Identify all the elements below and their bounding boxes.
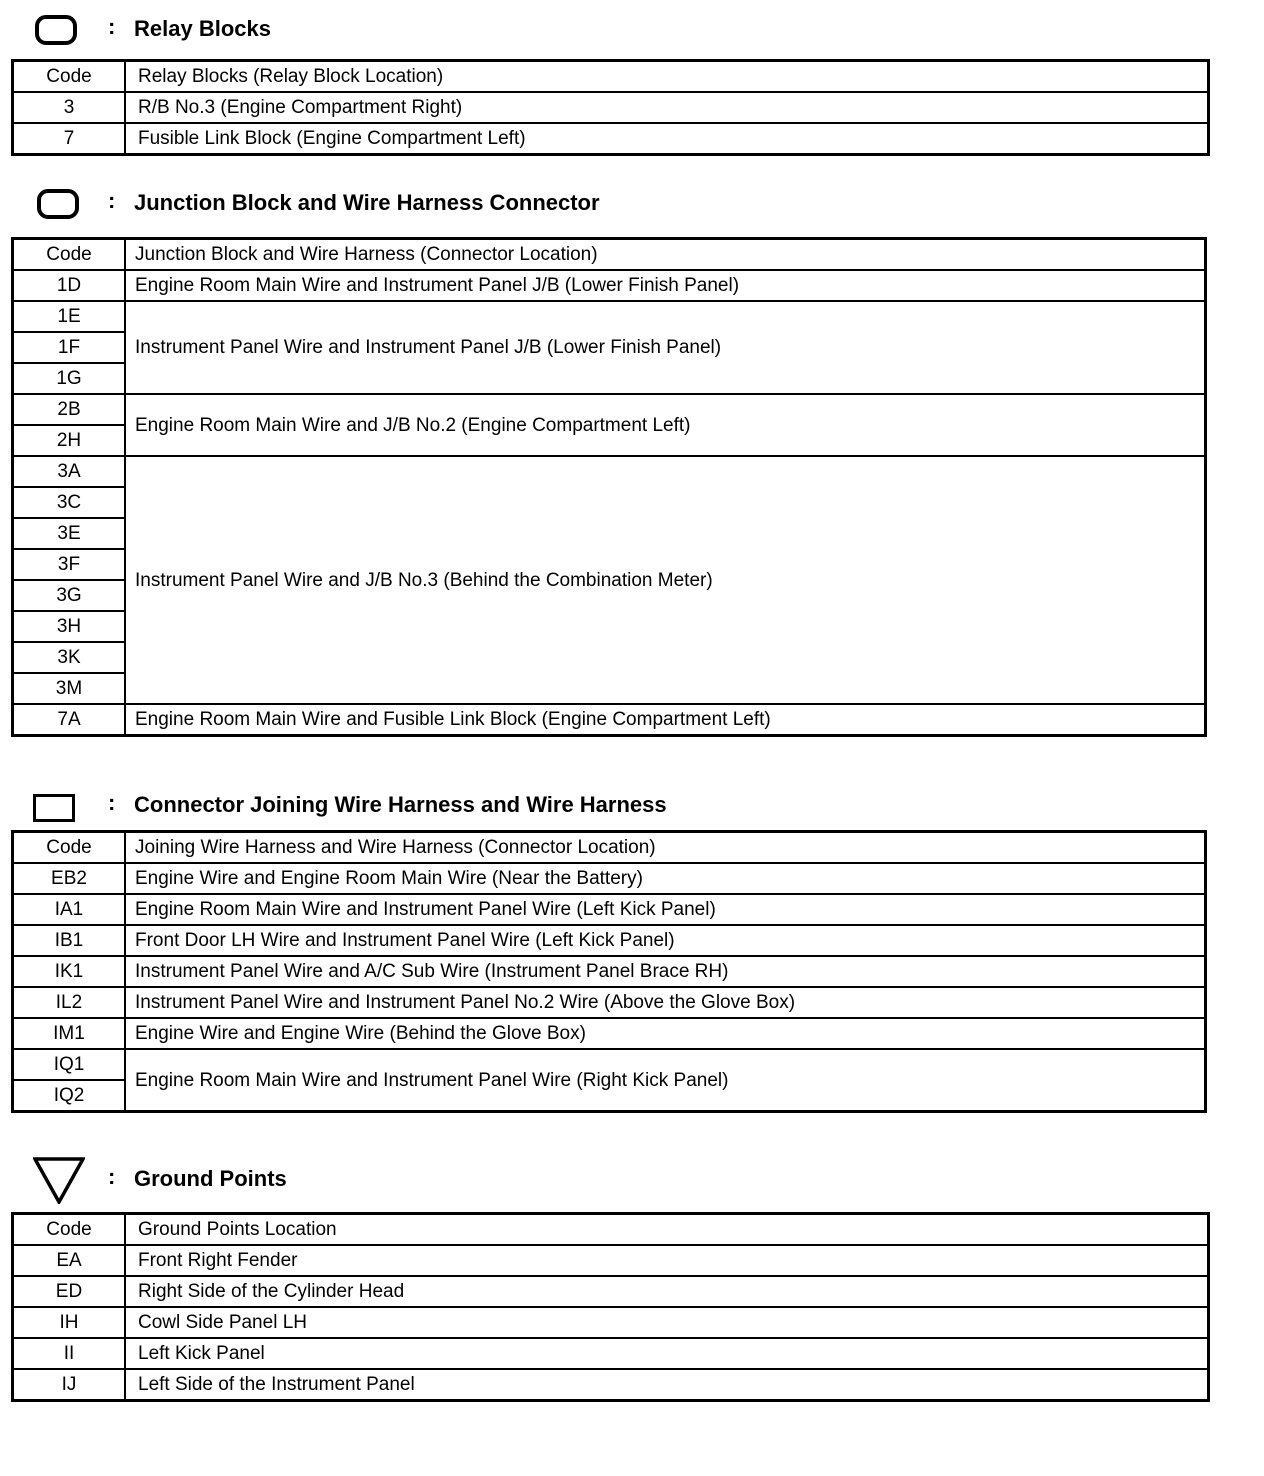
section-header	[0, 1154, 1264, 1194]
table-row	[13, 123, 1209, 155]
table-row	[13, 456, 1206, 487]
code-cell: 3G	[13, 580, 126, 611]
section-header	[0, 10, 1264, 50]
table-header-row	[13, 1214, 1209, 1246]
code-cell: IB1	[13, 925, 126, 956]
location-cell: Instrument Panel Wire and J/B No.3 (Behind the Combination Meter)	[125, 456, 1206, 704]
location-header: Joining Wire Harness and Wire Harness (Connector Location)	[125, 832, 1206, 864]
table-row	[13, 956, 1206, 987]
colon: :	[108, 188, 116, 213]
code-cell: 1E	[13, 301, 126, 332]
section-title: Ground Points	[134, 1166, 287, 1191]
table-row	[13, 270, 1206, 301]
code-cell: 1D	[13, 270, 126, 301]
code-header: Code	[13, 832, 126, 864]
location-header: Junction Block and Wire Harness (Connector Location)	[125, 239, 1206, 271]
code-cell: 3F	[13, 549, 126, 580]
table-row	[13, 1276, 1209, 1307]
table-row	[13, 1018, 1206, 1049]
location-cell: Fusible Link Block (Engine Compartment Left)	[125, 123, 1209, 155]
location-cell: Engine Room Main Wire and Instrument Panel Wire (Right Kick Panel)	[125, 1049, 1206, 1112]
code-header: Code	[13, 61, 126, 93]
code-cell: 3H	[13, 611, 126, 642]
code-cell: IH	[13, 1307, 126, 1338]
code-header: Code	[13, 239, 126, 271]
colon: :	[108, 14, 116, 39]
code-cell: 7A	[13, 704, 126, 736]
code-cell: 2H	[13, 425, 126, 456]
rounded-rect-icon	[37, 189, 79, 219]
code-cell: 1F	[13, 332, 126, 363]
colon: :	[108, 1164, 116, 1189]
code-cell: 3M	[13, 673, 126, 704]
code-cell: EA	[13, 1245, 126, 1276]
code-cell: 3E	[13, 518, 126, 549]
ground-points-table	[11, 1212, 1210, 1402]
code-cell: II	[13, 1338, 126, 1369]
code-cell: 3A	[13, 456, 126, 487]
table-row	[13, 1049, 1206, 1080]
table-header-row	[13, 61, 1209, 93]
location-header: Relay Blocks (Relay Block Location)	[125, 61, 1209, 93]
table-row	[13, 925, 1206, 956]
table-header-row	[13, 239, 1206, 271]
code-cell: ED	[13, 1276, 126, 1307]
rectangle-icon	[33, 794, 75, 822]
location-cell: Cowl Side Panel LH	[125, 1307, 1209, 1338]
table-row	[13, 92, 1209, 123]
location-cell: Front Door LH Wire and Instrument Panel Wire (Left Kick Panel)	[125, 925, 1206, 956]
location-cell: Right Side of the Cylinder Head	[125, 1276, 1209, 1307]
location-cell: Instrument Panel Wire and Instrument Panel No.2 Wire (Above the Glove Box)	[125, 987, 1206, 1018]
section-title: Junction Block and Wire Harness Connector	[134, 190, 600, 215]
table-row	[13, 863, 1206, 894]
location-cell: Instrument Panel Wire and A/C Sub Wire (Instrument Panel Brace RH)	[125, 956, 1206, 987]
code-cell: 7	[13, 123, 126, 155]
table-row	[13, 1369, 1209, 1401]
location-cell: Engine Room Main Wire and Instrument Panel Wire (Left Kick Panel)	[125, 894, 1206, 925]
section-title: Connector Joining Wire Harness and Wire Harness	[134, 792, 667, 817]
code-cell: 3K	[13, 642, 126, 673]
connector-joining-table	[11, 830, 1207, 1113]
location-header: Ground Points Location	[125, 1214, 1209, 1246]
table-row	[13, 1245, 1209, 1276]
rounded-rect-icon	[35, 15, 77, 45]
section-header	[0, 784, 1264, 824]
location-cell: Left Kick Panel	[125, 1338, 1209, 1369]
table-row	[13, 704, 1206, 736]
code-cell: 3	[13, 92, 126, 123]
colon: :	[108, 790, 116, 815]
table-row	[13, 894, 1206, 925]
code-cell: IM1	[13, 1018, 126, 1049]
location-cell: Engine Wire and Engine Wire (Behind the Glove Box)	[125, 1018, 1206, 1049]
location-cell: Engine Room Main Wire and Fusible Link Block (Engine Compartment Left)	[125, 704, 1206, 736]
location-cell: Front Right Fender	[125, 1245, 1209, 1276]
table-row	[13, 987, 1206, 1018]
code-cell: EB2	[13, 863, 126, 894]
location-cell: Engine Room Main Wire and Instrument Panel J/B (Lower Finish Panel)	[125, 270, 1206, 301]
location-cell: Instrument Panel Wire and Instrument Panel J/B (Lower Finish Panel)	[125, 301, 1206, 394]
code-cell: IK1	[13, 956, 126, 987]
relay-blocks-table	[11, 59, 1210, 156]
code-cell: IQ1	[13, 1049, 126, 1080]
code-cell: IA1	[13, 894, 126, 925]
table-header-row	[13, 832, 1206, 864]
triangle-down-icon	[33, 1156, 85, 1204]
location-cell: R/B No.3 (Engine Compartment Right)	[125, 92, 1209, 123]
location-cell: Engine Wire and Engine Room Main Wire (Near the Battery)	[125, 863, 1206, 894]
location-cell: Engine Room Main Wire and J/B No.2 (Engine Compartment Left)	[125, 394, 1206, 456]
table-row	[13, 301, 1206, 332]
junction-block-table	[11, 237, 1207, 737]
location-cell: Left Side of the Instrument Panel	[125, 1369, 1209, 1401]
table-row	[13, 394, 1206, 425]
section-header	[0, 184, 1264, 224]
section-title: Relay Blocks	[134, 16, 271, 41]
code-header: Code	[13, 1214, 126, 1246]
code-cell: 1G	[13, 363, 126, 394]
code-cell: IL2	[13, 987, 126, 1018]
code-cell: IQ2	[13, 1080, 126, 1112]
code-cell: 2B	[13, 394, 126, 425]
code-cell: 3C	[13, 487, 126, 518]
code-cell: IJ	[13, 1369, 126, 1401]
table-row	[13, 1307, 1209, 1338]
table-row	[13, 1338, 1209, 1369]
